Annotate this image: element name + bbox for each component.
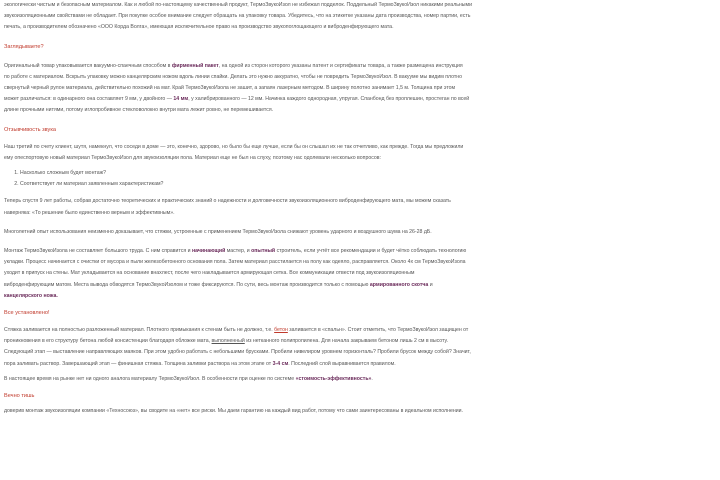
paragraph-line: длине прочными нитями, потому иглопробивное стекловолокно внутри мата лежит ровно, не перемешивается. bbox=[4, 107, 274, 114]
paragraph-line: ему опеспортовую новый материал ТермоЗвукоИзол для звукоизоляции пола. Материал еще не был на слуху, поэтому нас одолевали несколько вопросов: bbox=[4, 154, 381, 161]
highlight-text: фирменный пакет bbox=[171, 62, 219, 69]
highlight-text: канцелярского ножа. bbox=[4, 292, 58, 299]
highlight-text: армированного скотча bbox=[369, 281, 429, 288]
link-text[interactable]: выполненный bbox=[211, 338, 245, 345]
highlight-text: начинающий bbox=[191, 248, 226, 255]
paragraph-line: укладки. Процесс начинается с очистки от мусора и пыли железобетонного основания пола. Затем материал расстилается на полу как одеяло, расправляется. Около 4х см ТермоЗвукоИзола bbox=[4, 259, 466, 266]
paragraph-line bbox=[4, 291, 716, 302]
list-item: 1. Насколько сложным будет монтаж? bbox=[20, 168, 716, 179]
paragraph-line: Наш третий по счету клиент, шутя, намекнул, что соседи в доме — это, конечно, здорово, но было бы еще лучше, если бы он слышал их не так отчетливо, как прежде. Тогда мы предложили bbox=[4, 143, 464, 150]
paragraph-line: может различаться: в одинарного она составляет 9 мм, у двойного — 14 мм, у халибрированного — 12 мм. Начинка каждого однородная, упругая. Спанбонд без проплешин, простеган по всей bbox=[4, 96, 470, 103]
section-heading: Заглядываете? bbox=[4, 43, 44, 50]
highlight-text: 3-4 см bbox=[272, 360, 289, 367]
highlight-text: «стоимость-эффективность» bbox=[295, 375, 372, 382]
intro-line: печать, а производителем обозначено «ООО Корда Волга», имеющая исключительное право на производство звукопоглощающего и виброденфирующего мата. bbox=[4, 24, 394, 31]
paragraph-line: Многолетний опыт использования неизменно доказывает, что стяжки, устроенные с применением ТермоЗвукоИзола снижают уровень ударного и воздушного шума на 26-28 дБ. bbox=[4, 228, 432, 235]
paragraph-line: проникновения в его структуру бетона любой консистенции благодаря обложке мата, выполненный из нетканного полипропилена. Для начала закрываем бетоном лишь 2 см в высоту. bbox=[4, 338, 448, 345]
paragraph-line: В настоящее время на рынке нет ни одного аналога материалу ТермоЗвукоИзол. В особенности при оценке по системе «стоимость-эффективность». bbox=[4, 375, 373, 382]
paragraph-line: уходит в припуск на стены. Мат укладывается на основание внахлест, после чего накладывается армирующая сетка. Все коммуникации отвести под звукоизоляционным bbox=[4, 270, 415, 277]
paragraph-line: виброденфирующим матом. Места вывода обводятся ТермоЗвукоИзолом и тоже фиксируются. По сути, весь монтаж производится только с помощью армированного скотча и bbox=[4, 281, 433, 288]
section-heading: Все установлено! bbox=[4, 310, 50, 317]
highlight-text: опытный bbox=[251, 248, 276, 255]
paragraph-line: Стяжка заливается на полностью разложенный материал. Плотного примыкания к стенам быть не должно, т.е. бетон заливается в «спальн». Стоит отметить, что ТермоЗвукоИзол защищен от bbox=[4, 327, 469, 334]
paragraph-line: наверняка: «То решение было единственно верным и эффективным». bbox=[4, 209, 175, 216]
section-heading: Вечно тишь bbox=[4, 393, 35, 400]
paragraph-line: пора заливать раствор. Завершающий этап — финишная стяжка. Толщина заливки раствора на этом этапе от 3-4 см. Последний слой выравнивается правилом. bbox=[4, 360, 396, 367]
paragraph-line: по работе с материалом. Вскрыть упаковку можно канцелярским ножом вдоль линии спайки. Делать это нужно аккуратно, чтобы не повредить ТермоЗвукоИзол. В вакууме мы видим плотно bbox=[4, 73, 463, 80]
paragraph-line: доверив монтаж звукоизоляции компании «Техносоюз», вы сводите на «нет» все риски. Мы даем гарантию на каждый вид работ, потому что сами заинтересованы в идеальном исполнении. bbox=[4, 408, 463, 415]
paragraph-line: Оригинальный товар упаковывается вакуумно-спаечным способом в фирменный пакет, на одной из сторон которого указаны патент и сертификаты товара, а также размещена инструкция bbox=[4, 62, 463, 69]
highlight-text: 14 мм bbox=[173, 96, 189, 103]
paragraph-line: Следующий этап — выставление направляющих маяков. При этом удобно работать с небольшими брусками. Пробили нивелиром уровнем горизонталь? Пробили брусок между собой? Значит, bbox=[4, 349, 471, 356]
list-item: 2. Соответствует ли материал заявленным характеристикам? bbox=[20, 179, 716, 190]
intro-line: звукоизоляционными свойствами не обладает. При покупке особое внимание следует обращать на упаковку товара. Убедитесь, что на этикетке указаны дата производства, номер партии, есть bbox=[4, 13, 471, 20]
paragraph-line: Теперь спустя 9 лет работы, собрав достаточно теоретических и практических знаний о надежности и долговечности звукоизоляционного виброденфирующего мата, мы можем сказать bbox=[4, 198, 451, 205]
intro-line: экологически чистым и безопасным материалом. Как и любой по-настоящему качественный продукт, ТермоЗвукоИзол не избежал подделок. Поддельный ТермоЗвукоИзол никакими реальными bbox=[4, 2, 472, 8]
paragraph-line: Монтаж ТермоЗвукоИзола не составляет большого труда. С ним справится и начинающий мастер, и опытный строитель, если учтёт все рекомендации и будет чётко соблюдать технологию bbox=[4, 248, 467, 255]
paragraph-line: свернутый черный рулон материала, действительно похожий на мат. Край ТермоЗвукоИзола не зашит, а запаян лазерным методом. В ширину полотно занимает 1,5 м. Толщина при этом bbox=[4, 85, 456, 92]
section-heading: Отзывчивость звука bbox=[4, 126, 56, 133]
link-text[interactable]: бетон bbox=[274, 327, 288, 334]
question-list bbox=[4, 168, 716, 190]
